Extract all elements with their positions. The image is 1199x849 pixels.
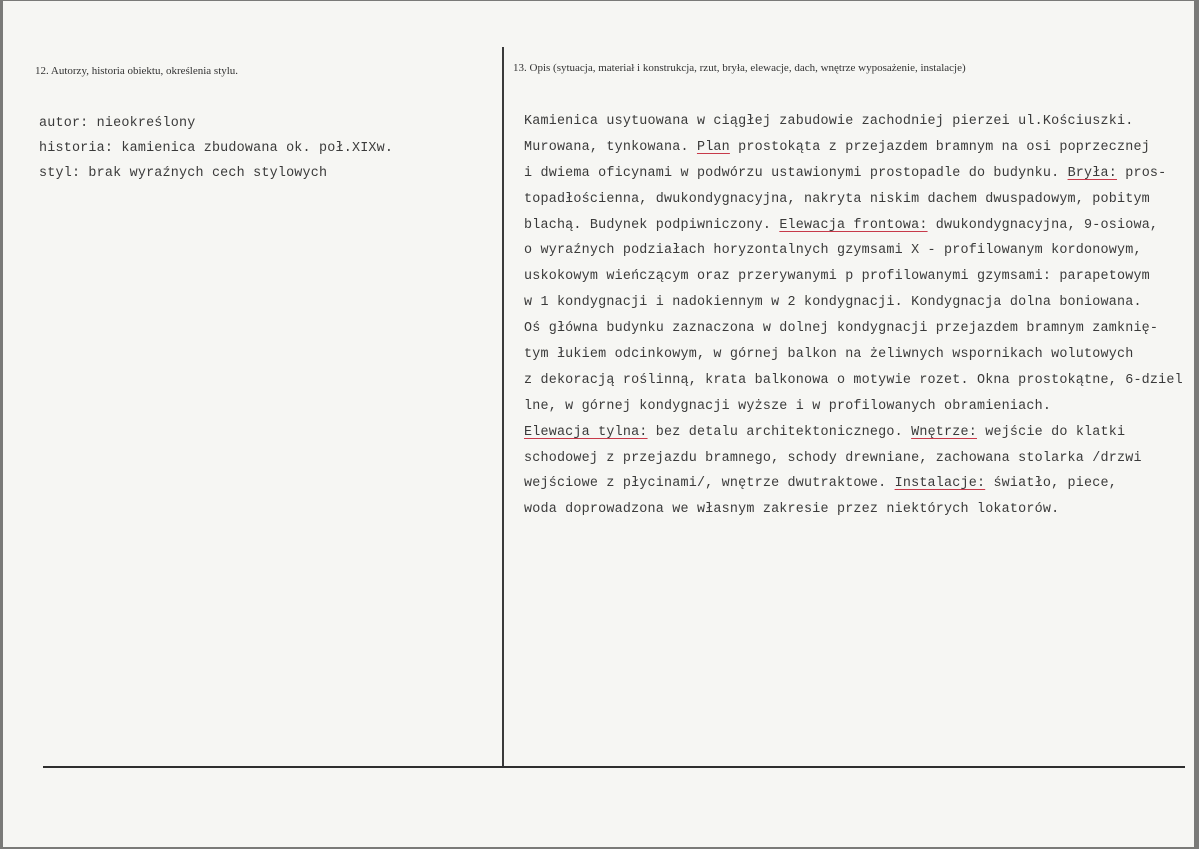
description-text: tym łukiem odcinkowym, w górnej balkon na żeliwnych wspornikach wolutowych bbox=[524, 347, 1134, 363]
description-text: Kamienica usytuowana w ciągłej zabudowie zachodniej pierzei ul.Kościuszki. bbox=[524, 114, 1134, 129]
description-line bbox=[524, 294, 1174, 320]
description-text: w 1 kondygnacji i nadokiennym w 2 kondygnacji. Kondygnacja dolna boniowana. bbox=[524, 295, 1142, 311]
description-line bbox=[524, 398, 1174, 424]
description-text: blachą. Budynek podpiwniczony. bbox=[524, 217, 780, 233]
description-line bbox=[524, 191, 1174, 217]
description-line bbox=[524, 268, 1174, 294]
description-text: bez detalu architektonicznego. bbox=[647, 424, 912, 440]
section-13-heading: 13. Opis (sytuacja, materiał i konstrukcja, rzut, bryła, elewacje, dach, wnętrze wyposażenie, instalacje) bbox=[513, 62, 966, 74]
description-line bbox=[524, 424, 1174, 450]
description-text: lne, w górnej kondygnacji wyższe i w profilowanych obramieniach. bbox=[524, 398, 1052, 414]
section-12-body bbox=[39, 115, 393, 190]
description-text: Oś główna budynku zaznaczona w dolnej kondygnacji przejazdem bramnym zamknię- bbox=[524, 321, 1159, 337]
description-text: uskokowym wieńczącym oraz przerywanymi p profilowanymi gzymsami: parapetowym bbox=[524, 269, 1150, 285]
underlined-term: Wnętrze: bbox=[911, 424, 977, 440]
underlined-term: Bryła: bbox=[1067, 165, 1117, 181]
description-line bbox=[524, 450, 1174, 476]
description-text: wejście do klatki bbox=[976, 424, 1126, 440]
section-13-body bbox=[524, 113, 1183, 527]
underlined-term: Elewacja tylna: bbox=[524, 424, 648, 440]
description-text: dwukondygnacyjna, 9-osiowa, bbox=[927, 217, 1159, 233]
description-text: o wyraźnych podziałach horyzontalnych gzymsami X - profilowanym kordonowym, bbox=[524, 243, 1142, 259]
description-text: pros- bbox=[1116, 165, 1167, 181]
document-sheet bbox=[3, 1, 1194, 847]
style-line: styl: brak wyraźnych cech stylowych bbox=[39, 166, 328, 181]
underlined-term: Plan bbox=[696, 139, 730, 155]
bottom-rule bbox=[43, 766, 1185, 768]
history-line: historia: kamienica zbudowana ok. poł.XIXw. bbox=[39, 141, 394, 156]
description-line bbox=[524, 346, 1174, 372]
author-line: autor: nieokreślony bbox=[39, 116, 196, 131]
underlined-term: Instalacje: bbox=[894, 476, 986, 492]
description-line bbox=[524, 139, 1174, 165]
description-line bbox=[524, 320, 1174, 346]
description-line bbox=[524, 475, 1174, 501]
description-text: światło, piece, bbox=[985, 476, 1117, 492]
description-text: wejściowe z płycinami/, wnętrze dwutraktowe. bbox=[524, 476, 895, 492]
description-text: prostokąta z przejazdem bramnym na osi poprzecznej bbox=[729, 139, 1150, 155]
section-12-heading: 12. Autorzy, historia obiektu, określenia stylu. bbox=[35, 65, 239, 77]
description-text: i dwiema oficynami w podwórzu ustawionymi prostopadle do budynku. bbox=[524, 165, 1068, 181]
column-divider bbox=[502, 47, 504, 768]
description-text: Murowana, tynkowana. bbox=[524, 139, 697, 155]
description-text: topadłościenna, dwukondygnacyjna, nakryta niskim dachem dwuspadowym, pobitym bbox=[524, 191, 1150, 207]
description-line bbox=[524, 113, 1174, 139]
description-line bbox=[524, 242, 1174, 268]
description-line bbox=[524, 501, 1174, 527]
description-text: z dekoracją roślinną, krata balkonowa o motywie rozet. Okna prostokątne, 6-dziel bbox=[524, 372, 1183, 388]
description-text: schodowej z przejazdu bramnego, schody drewniane, zachowana stolarka /drzwi bbox=[524, 450, 1142, 466]
description-line bbox=[524, 165, 1174, 191]
description-line bbox=[524, 372, 1183, 398]
description-line bbox=[524, 217, 1174, 243]
underlined-term: Elewacja frontowa: bbox=[779, 217, 928, 233]
description-text: woda doprowadzona we własnym zakresie przez niektórych lokatorów. bbox=[524, 502, 1060, 518]
